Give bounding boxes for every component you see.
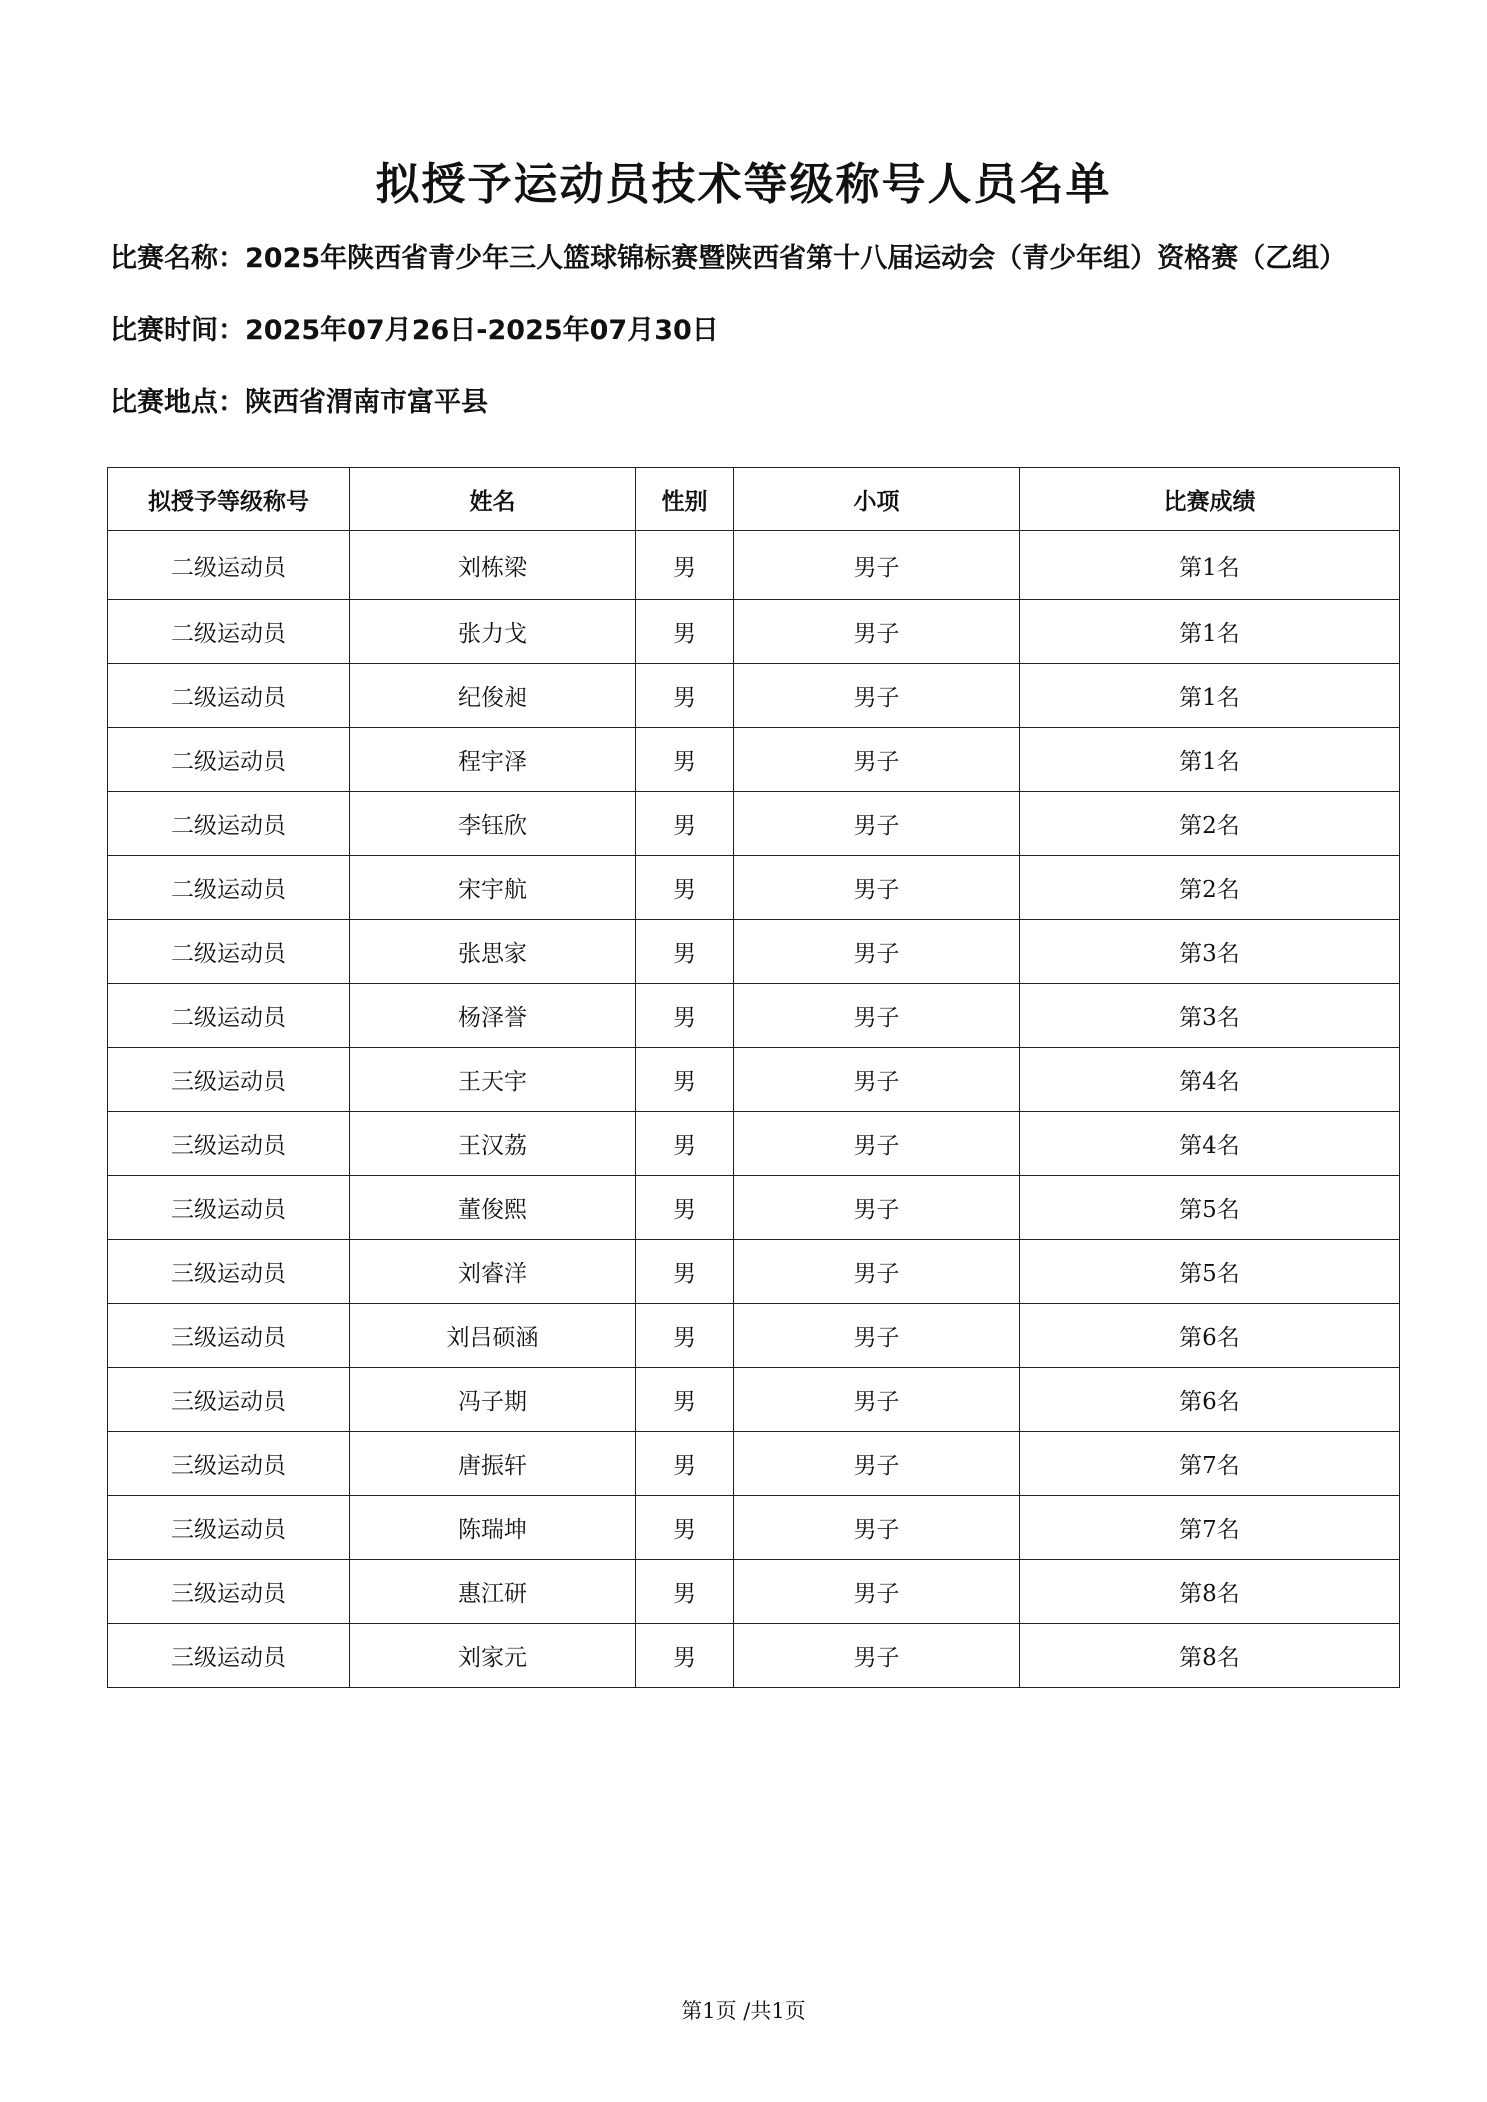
grade-title-cell: 二级运动员 [108,664,350,728]
name-cell: 唐振轩 [350,1432,636,1496]
gender-cell: 男 [636,1240,734,1304]
table-row [108,1368,1400,1432]
gender-cell: 男 [636,1432,734,1496]
event-cell: 男子 [734,1240,1020,1304]
gender-cell: 男 [636,1048,734,1112]
table-row [108,1624,1400,1688]
competition-location-line [110,380,488,419]
table-row [108,664,1400,728]
gender-cell: 男 [636,792,734,856]
result-cell: 第6名 [1020,1368,1400,1432]
grade-title-cell: 三级运动员 [108,1432,350,1496]
result-cell: 第5名 [1020,1240,1400,1304]
result-cell: 第3名 [1020,920,1400,984]
grade-title-cell: 二级运动员 [108,531,350,600]
header-gender: 性别 [636,468,734,531]
table-header-row [108,468,1400,531]
table-row [108,1560,1400,1624]
grade-title-cell: 三级运动员 [108,1240,350,1304]
event-cell: 男子 [734,664,1020,728]
table-row [108,728,1400,792]
gender-cell: 男 [636,1560,734,1624]
gender-cell: 男 [636,920,734,984]
header-name: 姓名 [350,468,636,531]
gender-cell: 男 [636,1368,734,1432]
event-cell: 男子 [734,531,1020,600]
table-body [108,531,1400,1688]
result-cell: 第8名 [1020,1624,1400,1688]
competition-location-value: 陕西省渭南市富平县 [245,387,488,418]
event-cell: 男子 [734,1176,1020,1240]
result-cell: 第4名 [1020,1048,1400,1112]
name-cell: 冯子期 [350,1368,636,1432]
grade-title-cell: 三级运动员 [108,1560,350,1624]
table-row [108,1176,1400,1240]
event-cell: 男子 [734,1496,1020,1560]
name-cell: 张思家 [350,920,636,984]
header-grade-title: 拟授予等级称号 [108,468,350,531]
grade-title-cell: 三级运动员 [108,1496,350,1560]
grade-title-cell: 三级运动员 [108,1112,350,1176]
competition-time-label: 比赛时间： [110,315,245,346]
result-cell: 第2名 [1020,792,1400,856]
header-event: 小项 [734,468,1020,531]
grade-title-cell: 二级运动员 [108,600,350,664]
event-cell: 男子 [734,1112,1020,1176]
result-cell: 第1名 [1020,531,1400,600]
result-cell: 第1名 [1020,728,1400,792]
event-cell: 男子 [734,1368,1020,1432]
name-cell: 杨泽誉 [350,984,636,1048]
event-cell: 男子 [734,1432,1020,1496]
name-cell: 刘吕硕涵 [350,1304,636,1368]
grade-title-cell: 三级运动员 [108,1624,350,1688]
result-cell: 第7名 [1020,1432,1400,1496]
gender-cell: 男 [636,1624,734,1688]
grade-title-cell: 二级运动员 [108,920,350,984]
name-cell: 张力戈 [350,600,636,664]
table-row [108,531,1400,600]
result-cell: 第7名 [1020,1496,1400,1560]
event-cell: 男子 [734,920,1020,984]
event-cell: 男子 [734,1560,1020,1624]
result-cell: 第5名 [1020,1176,1400,1240]
result-cell: 第4名 [1020,1112,1400,1176]
grade-title-cell: 三级运动员 [108,1176,350,1240]
grade-title-cell: 二级运动员 [108,728,350,792]
gender-cell: 男 [636,728,734,792]
grade-title-cell: 三级运动员 [108,1048,350,1112]
event-cell: 男子 [734,600,1020,664]
table-row [108,1432,1400,1496]
name-cell: 王汉荔 [350,1112,636,1176]
table-row [108,1048,1400,1112]
grade-title-cell: 三级运动员 [108,1304,350,1368]
result-cell: 第3名 [1020,984,1400,1048]
event-cell: 男子 [734,792,1020,856]
result-cell: 第1名 [1020,600,1400,664]
gender-cell: 男 [636,984,734,1048]
result-cell: 第1名 [1020,664,1400,728]
result-cell: 第8名 [1020,1560,1400,1624]
event-cell: 男子 [734,1048,1020,1112]
result-cell: 第2名 [1020,856,1400,920]
gender-cell: 男 [636,856,734,920]
table-row [108,1240,1400,1304]
table-row [108,1112,1400,1176]
competition-name-value: 2025年陕西省青少年三人篮球锦标赛暨陕西省第十八届运动会（青少年组）资格赛（乙组） [245,243,1347,274]
event-cell: 男子 [734,1304,1020,1368]
gender-cell: 男 [636,600,734,664]
competition-location-label: 比赛地点： [110,387,245,418]
event-cell: 男子 [734,984,1020,1048]
gender-cell: 男 [636,1176,734,1240]
grade-title-cell: 二级运动员 [108,792,350,856]
competition-name-label: 比赛名称： [110,243,245,274]
table-row [108,920,1400,984]
event-cell: 男子 [734,1624,1020,1688]
gender-cell: 男 [636,531,734,600]
name-cell: 纪俊昶 [350,664,636,728]
competition-time-value: 2025年07月26日-2025年07月30日 [245,315,719,346]
name-cell: 刘家元 [350,1624,636,1688]
name-cell: 程宇泽 [350,728,636,792]
header-result: 比赛成绩 [1020,468,1400,531]
gender-cell: 男 [636,1112,734,1176]
gender-cell: 男 [636,664,734,728]
roster-table [107,467,1400,1688]
grade-title-cell: 二级运动员 [108,984,350,1048]
table-row [108,792,1400,856]
table-row [108,1304,1400,1368]
gender-cell: 男 [636,1304,734,1368]
name-cell: 李钰欣 [350,792,636,856]
document-title: 拟授予运动员技术等级称号人员名单 [375,159,1112,210]
grade-title-cell: 三级运动员 [108,1368,350,1432]
name-cell: 陈瑞坤 [350,1496,636,1560]
name-cell: 王天宇 [350,1048,636,1112]
name-cell: 董俊熙 [350,1176,636,1240]
gender-cell: 男 [636,1496,734,1560]
table-row [108,600,1400,664]
name-cell: 惠江研 [350,1560,636,1624]
name-cell: 刘睿洋 [350,1240,636,1304]
event-cell: 男子 [734,856,1020,920]
result-cell: 第6名 [1020,1304,1400,1368]
table-row [108,856,1400,920]
competition-time-line [110,308,719,347]
page-number: 第1页 /共1页 [681,1999,806,2023]
table-row [108,984,1400,1048]
name-cell: 宋宇航 [350,856,636,920]
competition-name-line [110,236,1346,275]
name-cell: 刘栋梁 [350,531,636,600]
event-cell: 男子 [734,728,1020,792]
grade-title-cell: 二级运动员 [108,856,350,920]
table-row [108,1496,1400,1560]
